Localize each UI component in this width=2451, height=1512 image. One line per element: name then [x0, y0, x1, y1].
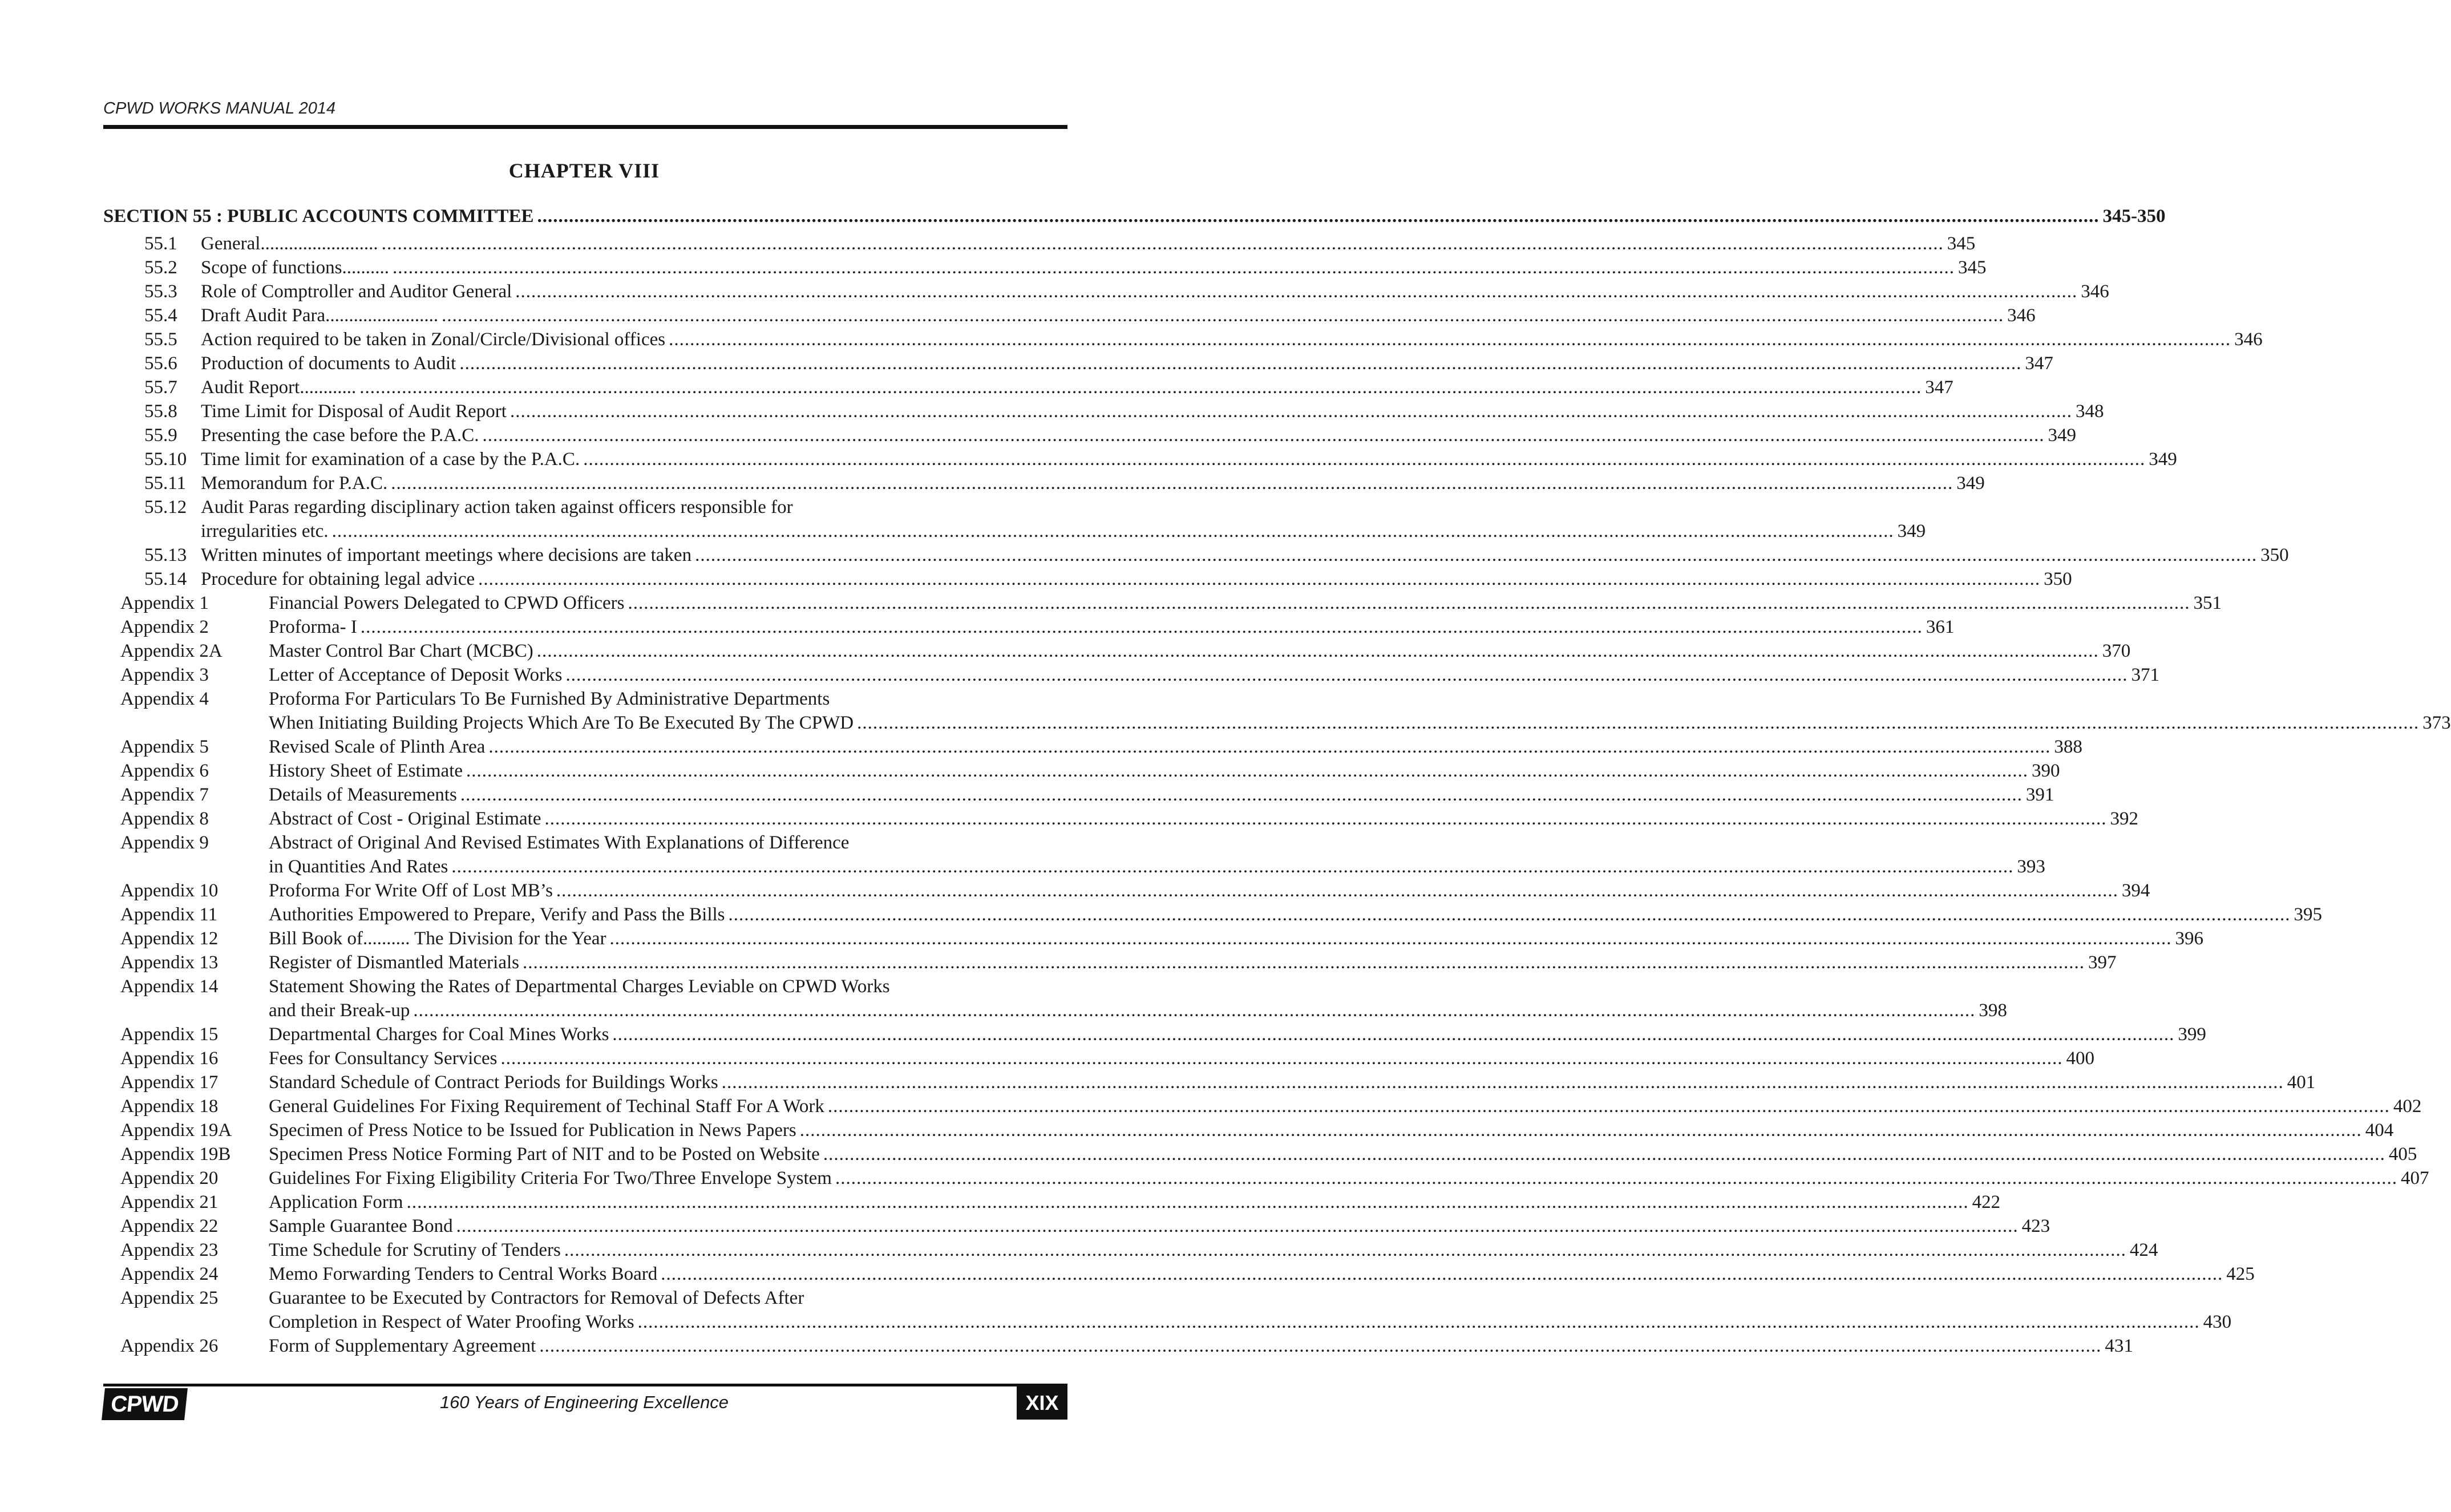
dot-leader	[800, 1118, 2362, 1142]
entry-number: 55.5	[144, 329, 177, 350]
toc-entry[interactable]	[103, 1070, 2316, 1094]
dot-leader	[451, 855, 2013, 879]
page-number-badge: XIX	[1017, 1386, 1067, 1420]
entry-page-number: 388	[2054, 737, 2082, 757]
entry-page-number: 347	[2025, 353, 2053, 374]
entry-title: Standard Schedule of Contract Periods for Buildings Works	[269, 1072, 718, 1093]
dot-leader	[545, 807, 2107, 831]
entry-page-number: 425	[2226, 1264, 2255, 1284]
entry-number: Appendix 10	[120, 880, 219, 901]
entry-number: Appendix 17	[120, 1072, 219, 1093]
entry-page-number: 361	[1926, 617, 1955, 637]
entry-number: 55.3	[144, 281, 177, 302]
toc-entry[interactable]	[103, 399, 2104, 423]
entry-page-number: 349	[1897, 521, 1926, 541]
cpwd-logo: CPWD	[102, 1388, 188, 1420]
toc-entry[interactable]	[103, 687, 1067, 711]
entry-title: Register of Dismantled Materials	[269, 952, 519, 973]
table-of-contents	[103, 204, 2451, 1358]
toc-entry[interactable]	[103, 615, 1955, 639]
dot-leader	[466, 759, 2028, 783]
entry-title: Time Limit for Disposal of Audit Report	[201, 401, 507, 422]
section-label: SECTION 55 : PUBLIC ACCOUNTS COMMITTEE	[103, 206, 534, 227]
entry-page-number: 347	[1925, 377, 1953, 398]
entry-page-number: 393	[2017, 856, 2045, 877]
entry-page-number: 405	[2388, 1144, 2417, 1165]
dot-leader	[413, 998, 1975, 1022]
entry-title: Departmental Charges for Coal Mines Works	[269, 1024, 609, 1045]
toc-entry[interactable]	[103, 1046, 2094, 1070]
entry-number: Appendix 13	[120, 952, 219, 973]
dot-leader	[610, 927, 2172, 951]
entry-number: Appendix 8	[120, 808, 209, 829]
toc-entry[interactable]	[103, 1094, 2422, 1118]
dot-leader	[729, 903, 2291, 927]
entry-number: Appendix 2A	[120, 641, 223, 661]
entry-number: 55.2	[144, 257, 177, 278]
entry-number: 55.12	[144, 497, 187, 518]
entry-page-number: 391	[2025, 785, 2054, 805]
entry-page-number: 371	[2131, 665, 2159, 685]
toc-entry[interactable]	[103, 447, 2177, 471]
dot-leader	[359, 375, 1922, 399]
entry-title: Specimen of Press Notice to be Issued for Publication in News Papers	[269, 1120, 796, 1141]
entry-page-number: 404	[2365, 1120, 2394, 1141]
entry-page-number: 395	[2294, 904, 2322, 925]
entry-number: Appendix 6	[120, 761, 209, 781]
toc-entry-continuation[interactable]	[103, 855, 2045, 879]
dot-leader	[539, 1334, 2101, 1358]
dot-leader	[835, 1166, 2397, 1190]
entry-page-number: 373	[2422, 713, 2451, 733]
entry-number: Appendix 3	[120, 665, 209, 685]
entry-title: General Guidelines For Fixing Requirement of Techinal Staff For A Work	[269, 1096, 824, 1117]
toc-entry[interactable]	[103, 1118, 2394, 1142]
dot-leader	[695, 543, 2257, 567]
entry-number: Appendix 20	[120, 1168, 219, 1188]
entry-page-number: 431	[2105, 1336, 2133, 1356]
entry-number: 55.7	[144, 377, 177, 398]
entry-title: Scope of functions..........	[201, 257, 389, 278]
toc-entry[interactable]	[103, 471, 1985, 495]
entry-page-number: 422	[1972, 1192, 2001, 1212]
entry-number: Appendix 7	[120, 785, 209, 805]
footer-tagline: 160 Years of Engineering Excellence	[439, 1392, 729, 1412]
entry-number: Appendix 12	[120, 928, 219, 949]
dot-leader	[501, 1046, 2063, 1070]
entry-number: Appendix 16	[120, 1048, 219, 1069]
entry-page-number: 402	[2393, 1096, 2422, 1117]
dot-leader	[638, 1310, 2200, 1334]
entry-number: 55.4	[144, 305, 177, 326]
entry-number: Appendix 14	[120, 976, 219, 997]
entry-title: Role of Comptroller and Auditor General	[201, 281, 512, 302]
dot-leader	[828, 1094, 2390, 1118]
entry-page-number: 390	[2032, 761, 2060, 781]
entry-page-number: 349	[2149, 449, 2177, 470]
toc-entry[interactable]	[103, 927, 2204, 951]
entry-title: Production of documents to Audit	[201, 353, 456, 374]
toc-entry[interactable]	[103, 232, 1976, 256]
entry-page-number: 398	[1979, 1000, 2007, 1021]
entry-number: Appendix 25	[120, 1288, 219, 1308]
dot-leader	[722, 1070, 2284, 1094]
toc-entry-continuation[interactable]	[103, 1310, 2232, 1334]
dot-leader	[391, 471, 1953, 495]
toc-entry[interactable]	[103, 543, 2289, 567]
entry-number: 55.11	[144, 473, 187, 494]
entry-title: Sample Guarantee Bond	[269, 1216, 453, 1236]
toc-entry[interactable]	[103, 304, 2036, 328]
entry-title: Proforma For Particulars To Be Furnished By Administrative Departments	[269, 689, 830, 709]
entry-page-number: 350	[2260, 545, 2289, 565]
entry-page-number: 392	[2110, 808, 2138, 829]
entry-title: Memorandum for P.A.C.	[201, 473, 388, 494]
dot-leader	[857, 711, 2419, 735]
entry-title: History Sheet of Estimate	[269, 761, 463, 781]
toc-entry[interactable]	[103, 1142, 2417, 1166]
entry-page-number: 397	[2088, 952, 2117, 973]
entry-number: 55.9	[144, 425, 177, 446]
dot-leader	[407, 1190, 1969, 1214]
dot-leader	[556, 879, 2118, 903]
entry-number: 55.1	[144, 233, 177, 254]
entry-page-number: 424	[2129, 1240, 2158, 1260]
entry-title: Presenting the case before the P.A.C.	[201, 425, 479, 446]
dot-leader	[523, 951, 2085, 975]
toc-entry[interactable]	[103, 351, 2053, 375]
entry-page-number: 346	[2234, 329, 2263, 350]
dot-leader	[361, 615, 1923, 639]
toc-entry[interactable]	[103, 1286, 1067, 1310]
dot-leader	[488, 735, 2050, 759]
toc-entry[interactable]	[103, 663, 2159, 687]
running-header-title: CPWD WORKS MANUAL 2014	[103, 99, 336, 118]
entry-page-number: 345	[1957, 257, 1987, 278]
entry-title: Audit Paras regarding disciplinary action taken against officers responsible for	[201, 497, 793, 518]
section-page-range: 345-350	[2102, 206, 2166, 227]
toc-entry[interactable]	[103, 1166, 2429, 1190]
entry-number: 55.13	[144, 545, 187, 565]
entry-number: Appendix 26	[120, 1336, 219, 1356]
toc-entry-continuation[interactable]	[103, 998, 2007, 1022]
entry-number: Appendix 21	[120, 1192, 219, 1212]
entry-number: Appendix 18	[120, 1096, 219, 1117]
entry-number: Appendix 15	[120, 1024, 219, 1045]
entry-number: 55.14	[144, 569, 187, 589]
entry-title: When Initiating Building Projects Which Are To Be Executed By The CPWD	[269, 713, 854, 733]
dot-leader	[382, 232, 1944, 256]
toc-entry[interactable]	[103, 783, 2054, 807]
entry-page-number: 430	[2203, 1312, 2232, 1332]
entry-number: Appendix 2	[120, 617, 209, 637]
dot-leader	[823, 1142, 2385, 1166]
entry-number: Appendix 24	[120, 1264, 219, 1284]
toc-entry[interactable]	[103, 951, 2117, 975]
entry-title: Draft Audit Para........................	[201, 305, 439, 326]
toc-entry[interactable]	[103, 1334, 2133, 1358]
entry-number: Appendix 9	[120, 832, 209, 853]
entry-number: Appendix 5	[120, 737, 209, 757]
entry-page-number: 349	[2048, 425, 2077, 446]
section-heading[interactable]	[103, 204, 2166, 232]
toc-entry[interactable]	[103, 879, 2150, 903]
entry-page-number: 399	[2178, 1024, 2206, 1045]
dot-leader	[564, 1238, 2126, 1262]
dot-leader	[460, 783, 2023, 807]
entry-title: in Quantities And Rates	[269, 856, 448, 877]
entry-title: Letter of Acceptance of Deposit Works	[269, 665, 563, 685]
entry-page-number: 350	[2044, 569, 2072, 589]
dot-leader	[332, 519, 1894, 543]
dot-leader	[515, 280, 2077, 304]
entry-number: Appendix 1	[120, 593, 209, 613]
toc-entry[interactable]	[103, 1190, 2001, 1214]
entry-title: Master Control Bar Chart (MCBC)	[269, 641, 533, 661]
entry-title: Application Form	[269, 1192, 403, 1212]
dot-leader	[612, 1022, 2174, 1046]
entry-page-number: 351	[2193, 593, 2222, 613]
toc-entry[interactable]	[103, 328, 2263, 351]
toc-entry[interactable]	[103, 423, 2077, 447]
dot-leader	[483, 423, 2045, 447]
toc-entry[interactable]	[103, 807, 2138, 831]
entry-number: Appendix 23	[120, 1240, 219, 1260]
chapter-title: CHAPTER VIII	[508, 159, 660, 182]
entry-page-number: 407	[2400, 1168, 2429, 1188]
toc-entry[interactable]	[103, 1238, 2158, 1262]
toc-entry-continuation[interactable]	[103, 711, 2451, 735]
toc-entry[interactable]	[103, 831, 1067, 855]
entry-number: Appendix 19B	[120, 1144, 231, 1165]
dot-leader	[669, 328, 2231, 351]
entry-page-number: 401	[2287, 1072, 2316, 1093]
entry-title: Form of Supplementary Agreement	[269, 1336, 536, 1356]
entry-title: Details of Measurements	[269, 785, 457, 805]
entry-title: Fees for Consultancy Services	[269, 1048, 498, 1069]
entry-page-number: 423	[2021, 1216, 2050, 1236]
entry-page-number: 396	[2175, 928, 2204, 949]
dot-leader	[565, 663, 2128, 687]
entry-title: Statement Showing the Rates of Departmental Charges Leviable on CPWD Works	[269, 976, 890, 997]
entry-page-number: 346	[2081, 281, 2109, 302]
entry-number: 55.10	[144, 449, 187, 470]
entry-page-number: 345	[1947, 233, 1976, 254]
entry-title: Audit Report............	[201, 377, 357, 398]
dot-leader	[537, 204, 2100, 228]
entry-title: Time limit for examination of a case by the P.A.C.	[201, 449, 580, 470]
entry-title: Guarantee to be Executed by Contractors for Removal of Defects After	[269, 1288, 804, 1308]
entry-page-number: 348	[2075, 401, 2104, 422]
entry-title: irregularities etc.	[201, 521, 329, 541]
toc-entry[interactable]	[103, 1022, 2206, 1046]
dot-leader	[510, 399, 2072, 423]
toc-entry[interactable]	[103, 1214, 2050, 1238]
entry-title: Procedure for obtaining legal advice	[201, 569, 475, 589]
dot-leader	[661, 1262, 2223, 1286]
footer-rule	[103, 1384, 1067, 1386]
entry-title: Proforma For Write Off of Lost MB’s	[269, 880, 553, 901]
entry-title: Authorities Empowered to Prepare, Verify and Pass the Bills	[269, 904, 725, 925]
entry-title: Proforma- I	[269, 617, 357, 637]
entry-page-number: 346	[2007, 305, 2036, 326]
entry-number: Appendix 22	[120, 1216, 219, 1236]
toc-entry[interactable]	[103, 735, 2082, 759]
toc-entry[interactable]	[103, 903, 2322, 927]
toc-entry[interactable]	[103, 280, 2109, 304]
entry-page-number: 394	[2121, 880, 2150, 901]
dot-leader	[459, 351, 2021, 375]
toc-entry[interactable]	[103, 1262, 2255, 1286]
entry-number: Appendix 19A	[120, 1120, 232, 1141]
entry-title: Specimen Press Notice Forming Part of NIT and to be Posted on Website	[269, 1144, 820, 1165]
entry-title: Action required to be taken in Zonal/Circle/Divisional offices	[201, 329, 666, 350]
header-rule	[103, 125, 1067, 129]
entry-page-number: 400	[2066, 1048, 2094, 1069]
dot-leader	[393, 256, 1955, 280]
toc-entry-list	[103, 232, 2451, 1358]
entry-title: and their Break-up	[269, 1000, 410, 1021]
entry-title: Revised Scale of Plinth Area	[269, 737, 486, 757]
dot-leader	[456, 1214, 2019, 1238]
toc-entry[interactable]	[103, 375, 1953, 399]
entry-title: Guidelines For Fixing Eligibility Criteria For Two/Three Envelope System	[269, 1168, 832, 1188]
toc-entry[interactable]	[103, 975, 1067, 998]
entry-number: Appendix 11	[120, 904, 218, 925]
entry-title: Abstract of Original And Revised Estimates With Explanations of Difference	[269, 832, 850, 853]
entry-title: Bill Book of.......... The Division for the Year	[269, 928, 606, 949]
entry-title: General.........................	[201, 233, 378, 254]
entry-title: Completion in Respect of Water Proofing Works	[269, 1312, 634, 1332]
toc-entry[interactable]	[103, 495, 1067, 519]
dot-leader	[537, 639, 2099, 663]
entry-number: Appendix 4	[120, 689, 209, 709]
toc-entry[interactable]	[103, 639, 2131, 663]
toc-entry[interactable]	[103, 567, 2072, 591]
entry-title: Written minutes of important meetings where decisions are taken	[201, 545, 692, 565]
entry-page-number: 370	[2102, 641, 2131, 661]
toc-entry-continuation[interactable]	[103, 519, 1926, 543]
dot-leader	[478, 567, 2040, 591]
entry-title: Time Schedule for Scrutiny of Tenders	[269, 1240, 561, 1260]
dot-leader	[442, 304, 2004, 328]
dot-leader	[583, 447, 2145, 471]
toc-entry[interactable]	[103, 256, 1987, 280]
toc-entry[interactable]	[103, 759, 2060, 783]
entry-number: 55.8	[144, 401, 177, 422]
entry-title: Abstract of Cost - Original Estimate	[269, 808, 541, 829]
entry-title: Memo Forwarding Tenders to Central Works Board	[269, 1264, 658, 1284]
entry-number: 55.6	[144, 353, 177, 374]
toc-entry[interactable]	[103, 591, 2222, 615]
entry-page-number: 349	[1956, 473, 1985, 494]
dot-leader	[628, 591, 2190, 615]
entry-title: Financial Powers Delegated to CPWD Officers	[269, 593, 625, 613]
